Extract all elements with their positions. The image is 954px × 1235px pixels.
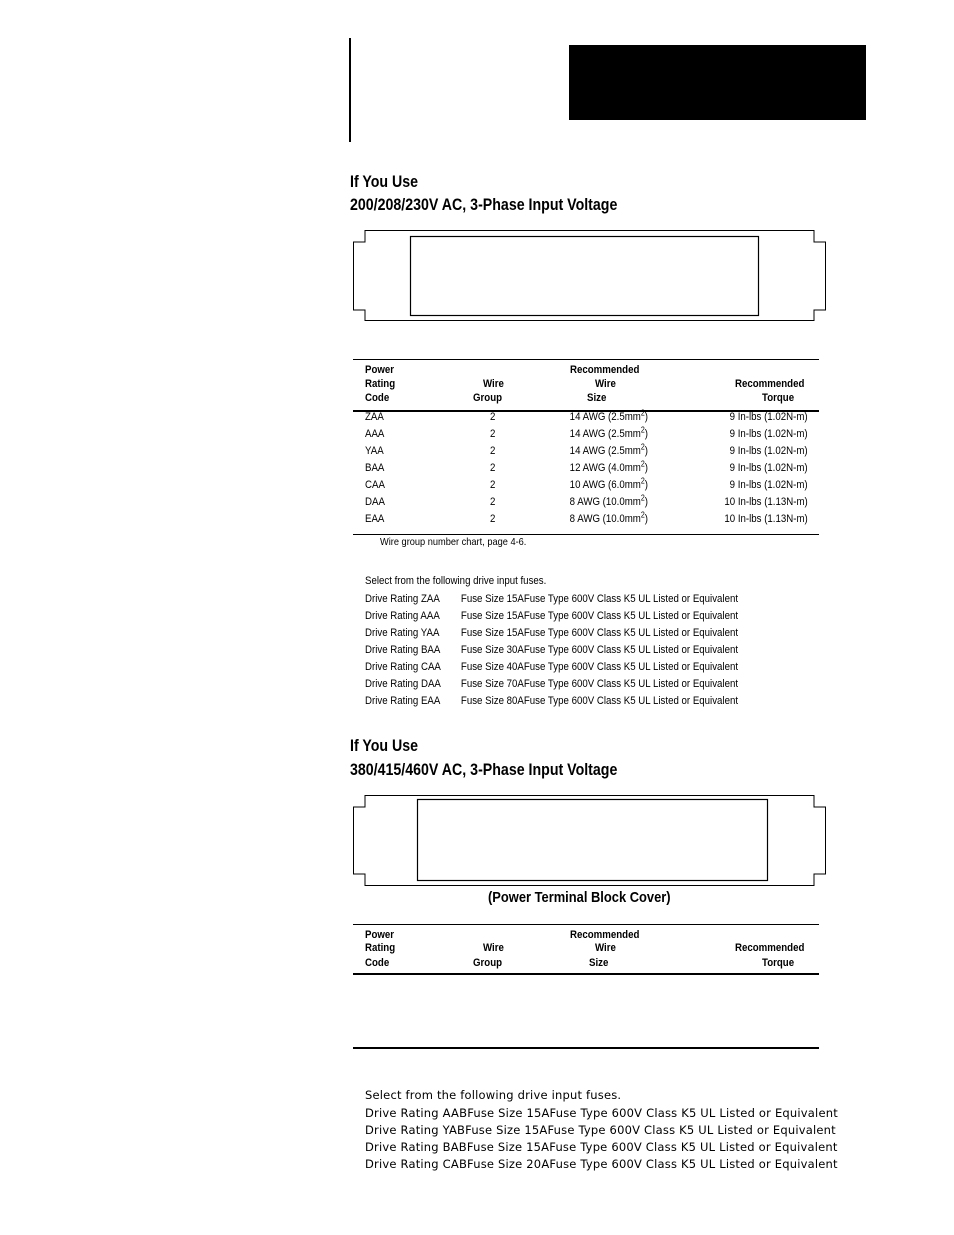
table-row — [0, 478, 954, 495]
table2-top-rule — [353, 924, 819, 925]
section1-heading-line2: 200/208/230V AC, 3-Phase Input Voltage — [350, 196, 618, 214]
fuse-description: Fuse Size 30AFuse Type 600V Class K5 UL Listed or Equivalent — [460, 644, 739, 656]
power-rating-code: DAA — [365, 496, 385, 508]
table1-header-rating: Rating — [365, 378, 396, 390]
fuses1-intro: Select from the following drive input fuses. — [365, 575, 547, 587]
fuse-description: Fuse Size 15AFuse Type 600V Class K5 UL Listed or Equivalent — [460, 627, 739, 639]
table2-bottom-rule — [353, 1047, 819, 1049]
recommended-wire-size: 14 AWG $(2.5mm^2)$ — [569, 408, 648, 423]
wire-group: 2 — [490, 411, 496, 423]
table1-header-wire: Wire — [483, 378, 504, 390]
fuse-list-item: Drive Rating YABFuse Size 15AFuse Type 600V Class K5 UL Listed or Equivalent — [365, 1123, 836, 1137]
wire-group: 2 — [490, 445, 496, 457]
wire-group: 2 — [490, 496, 496, 508]
recommended-wire-size: 8 AWG $(10.0mm^2)$ — [569, 493, 648, 508]
fuse-list-item — [365, 626, 738, 640]
table2-header-wire: Wire — [483, 942, 504, 954]
table2-header-recommended2: Recommended — [735, 942, 805, 954]
chapter-tab-block — [569, 45, 866, 120]
section1-heading-line1: If You Use — [350, 173, 419, 191]
fuse-list-item: Drive Rating CABFuse Size 20AFuse Type 600V Class K5 UL Listed or Equivalent — [365, 1157, 838, 1171]
fuse-list-item: Drive Rating BABFuse Size 15AFuse Type 600V Class K5 UL Listed or Equivalent — [365, 1140, 838, 1154]
figure2-caption: (Power Terminal Block Cover) — [488, 889, 671, 906]
header-vertical-rule — [349, 38, 351, 142]
recommended-torque: 9 In-lbs (1.02N-m) — [729, 428, 808, 440]
table1-header-recommended2: Recommended — [735, 378, 805, 390]
fuse-list-item — [365, 643, 738, 657]
recommended-torque: 10 In-lbs (1.13N-m) — [724, 513, 808, 525]
recommended-wire-size: 10 AWG $(6.0mm^2)$ — [569, 476, 648, 491]
table1-header-recommended: Recommended — [570, 364, 640, 376]
fuse-list-item — [365, 592, 738, 606]
table1-header-group: Group — [473, 392, 503, 404]
wire-group: 2 — [490, 428, 496, 440]
table-row — [0, 444, 954, 461]
wire-group: 2 — [490, 513, 496, 525]
table1-footnote: Wire group number chart, page 4-6. — [380, 536, 527, 548]
drive-rating: Drive Rating DAA — [365, 678, 441, 690]
power-rating-code: CAA — [365, 479, 385, 491]
fuse-list-item — [365, 677, 738, 691]
wire-group: 2 — [490, 479, 496, 491]
fuse-description: Fuse Size 70AFuse Type 600V Class K5 UL Listed or Equivalent — [460, 678, 739, 690]
fuse-description: Fuse Size 15AFuse Type 600V Class K5 UL Listed or Equivalent — [460, 610, 739, 622]
recommended-wire-size: 8 AWG $(10.0mm^2)$ — [569, 510, 648, 525]
table1-top-rule — [353, 359, 819, 360]
power-rating-code: EAA — [365, 513, 385, 525]
fuse-list-item — [365, 660, 738, 674]
table2-header-group: Group — [473, 957, 503, 969]
drive-rating: Drive Rating EAA — [365, 695, 441, 707]
table2-header-power: Power — [365, 929, 395, 941]
drive-rating: Drive Rating AAA — [365, 610, 440, 622]
table2-header-recommended: Recommended — [570, 929, 640, 941]
terminal-block-figure-1 — [354, 231, 826, 321]
fuse-list-item: Drive Rating AABFuse Size 15AFuse Type 600V Class K5 UL Listed or Equivalent — [365, 1106, 838, 1120]
table1-header-torque: Torque — [762, 392, 795, 404]
table-row — [0, 512, 954, 529]
table-row — [0, 495, 954, 512]
table-row — [0, 410, 954, 427]
fuse-description: Fuse Size 40AFuse Type 600V Class K5 UL Listed or Equivalent — [460, 661, 739, 673]
section2-heading-line2: 380/415/460V AC, 3-Phase Input Voltage — [350, 761, 618, 779]
table1-header-power: Power — [365, 364, 395, 376]
drive-rating: Drive Rating BAA — [365, 644, 441, 656]
wire-group: 2 — [490, 462, 496, 474]
power-rating-code: BAA — [365, 462, 385, 474]
power-rating-code: YAA — [365, 445, 384, 457]
fuse-description: Fuse Size 80AFuse Type 600V Class K5 UL Listed or Equivalent — [460, 695, 739, 707]
table-row — [0, 461, 954, 478]
table1-header-size: Size — [587, 392, 607, 404]
fuse-description: Fuse Size 15AFuse Type 600V Class K5 UL Listed or Equivalent — [460, 593, 739, 605]
table2-header-rating: Rating — [365, 942, 396, 954]
recommended-torque: 9 In-lbs (1.02N-m) — [729, 479, 808, 491]
recommended-torque: 9 In-lbs (1.02N-m) — [729, 462, 808, 474]
recommended-torque: 9 In-lbs (1.02N-m) — [729, 445, 808, 457]
recommended-torque: 9 In-lbs (1.02N-m) — [729, 411, 808, 423]
terminal-block-figure-2 — [354, 796, 826, 886]
table2-header-rule — [353, 973, 819, 975]
section2-heading-line1: If You Use — [350, 737, 419, 755]
table1-header-wire2: Wire — [595, 378, 616, 390]
table-row — [0, 427, 954, 444]
table2-header-wire2: Wire — [595, 942, 616, 954]
power-rating-code: ZAA — [365, 411, 384, 423]
fuse-list-item — [365, 694, 738, 708]
recommended-torque: 10 In-lbs (1.13N-m) — [724, 496, 808, 508]
fuse-list-item — [365, 609, 738, 623]
recommended-wire-size: 12 AWG $(4.0mm^2)$ — [569, 459, 648, 474]
fuses2-intro: Select from the following drive input fuses. — [365, 1088, 622, 1102]
recommended-wire-size: 14 AWG $(2.5mm^2)$ — [569, 425, 648, 440]
table2-header-size: Size — [589, 957, 609, 969]
power-rating-code: AAA — [365, 428, 385, 440]
drive-rating: Drive Rating CAA — [365, 661, 441, 673]
recommended-wire-size: 14 AWG $(2.5mm^2)$ — [569, 442, 648, 457]
table2-header-torque: Torque — [762, 957, 795, 969]
drive-rating: Drive Rating ZAA — [365, 593, 440, 605]
drive-rating: Drive Rating YAA — [365, 627, 440, 639]
table1-header-code: Code — [365, 392, 390, 404]
table2-header-code: Code — [365, 957, 390, 969]
